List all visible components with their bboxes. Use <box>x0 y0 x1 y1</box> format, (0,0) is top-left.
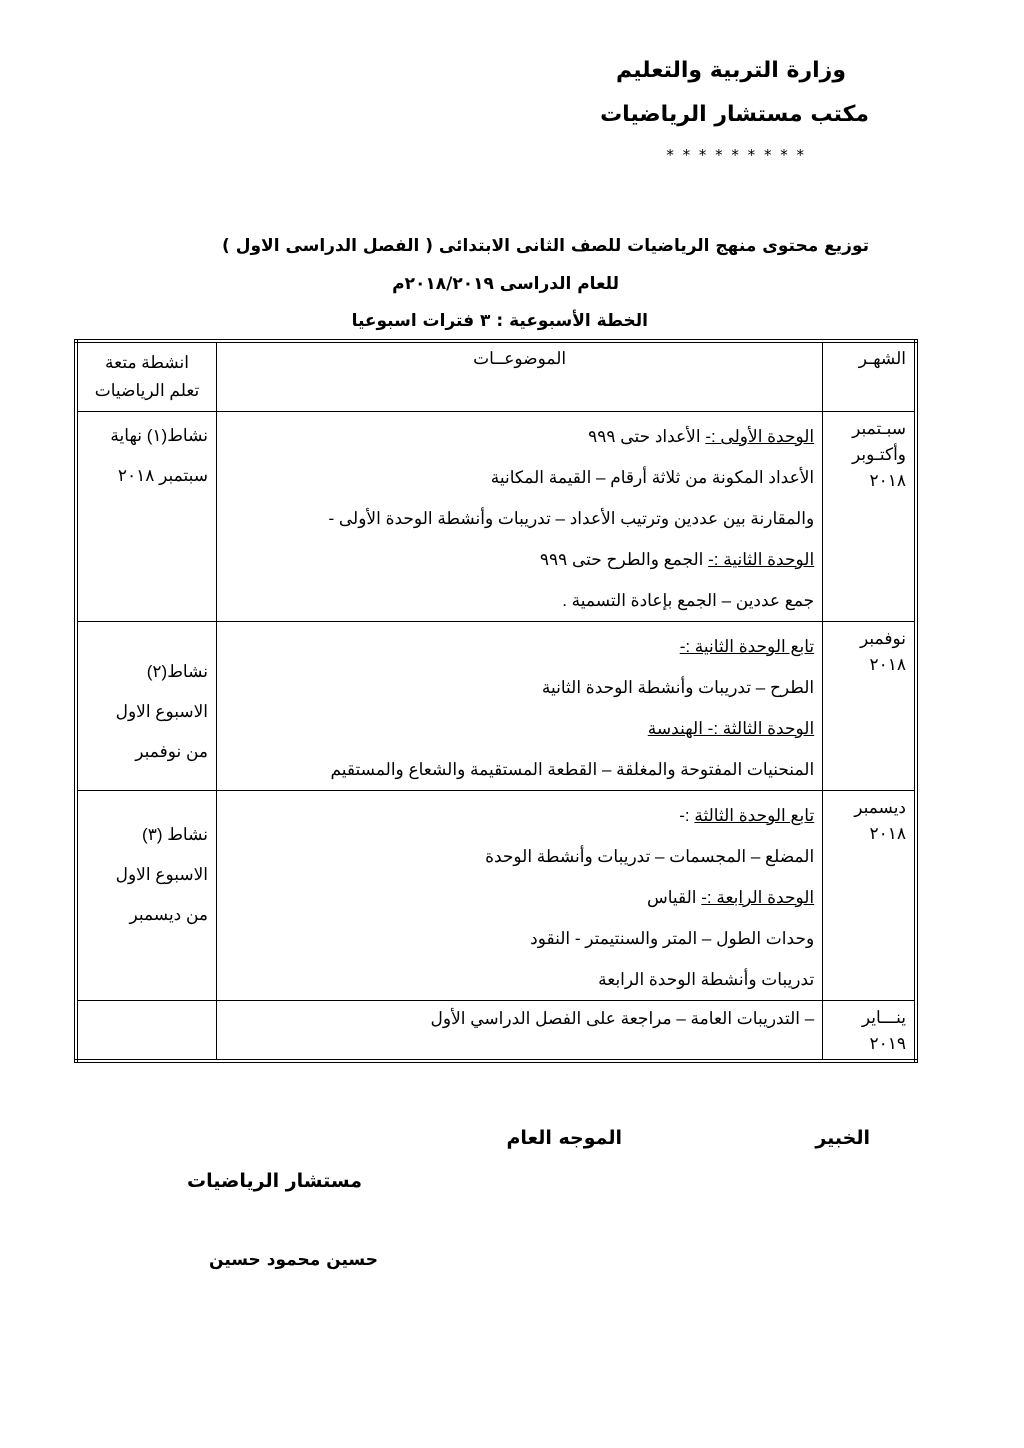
topic-line <box>223 457 814 498</box>
topic-line <box>223 626 814 667</box>
month-cell <box>823 791 916 1001</box>
topic-text: الجمع والطرح حتى ٩٩٩ <box>539 550 709 569</box>
month-label: سبـتمبر <box>852 419 906 438</box>
academic-year: للعام الدراسى ٢٠١٨/٢٠١٩م <box>392 274 619 294</box>
month-year: ٢٠١٨ <box>869 471 906 490</box>
table-row <box>76 1001 916 1061</box>
expert-signature-label: الخبير <box>815 1127 870 1149</box>
topic-text: الطرح – تدريبات وأنشطة الوحدة الثانية <box>541 678 815 697</box>
topic-text: – التدريبات العامة – مراجعة على الفصل الدراسي الأول <box>430 1009 815 1028</box>
unit-heading: الوحدة الثالثة :- الهندسة <box>647 719 815 738</box>
topics-cell <box>217 791 823 1001</box>
unit-heading: تابع الوحدة الثانية :- <box>679 637 815 656</box>
topic-text: القياس <box>646 888 702 907</box>
topic-line <box>223 416 814 457</box>
table-row <box>76 412 916 622</box>
activity-text: الاسبوع الاول <box>115 702 209 721</box>
topic-text: الأعداد حتى ٩٩٩ <box>588 427 706 446</box>
header-activities <box>76 341 217 412</box>
month-label: ينـــاير <box>861 1008 906 1027</box>
month-year: ٢٠١٨ <box>869 824 906 843</box>
activity-text: من ديسمبر <box>129 905 209 924</box>
table-header-row <box>76 341 916 412</box>
topic-line <box>223 539 814 580</box>
topic-line <box>223 667 814 708</box>
header-month: الشهـر <box>823 341 916 412</box>
weekly-plan: الخطة الأسبوعية : ٣ فترات اسبوعيا <box>351 311 648 331</box>
supervisor-signature-label: الموجه العام <box>506 1127 622 1149</box>
topic-line <box>223 918 814 959</box>
header-activities-line2: تعلم الرياضيات <box>94 381 200 400</box>
activity-text: نشاط (٣) <box>142 825 209 844</box>
topic-line <box>223 836 814 877</box>
curriculum-table <box>74 339 918 1063</box>
topic-text: الأعداد المكونة من ثلاثة أرقام – القيمة المكانية <box>490 468 815 487</box>
month-year: ٢٠١٨ <box>869 655 906 674</box>
topics-cell <box>217 412 823 622</box>
topic-line <box>223 877 814 918</box>
header-topics: الموضوعــات <box>217 341 823 412</box>
topic-text: جمع عددين – الجمع بإعادة التسمية . <box>562 591 815 610</box>
advisor-signature-label: مستشار الرياضيات <box>187 1170 362 1192</box>
activity-cell <box>76 791 217 1001</box>
topic-text: المضلع – المجسمات – تدريبات وأنشطة الوحدة <box>485 847 815 866</box>
advisor-name: حسين محمود حسين <box>209 1250 378 1270</box>
topic-line <box>223 1005 814 1033</box>
topic-text: المنحنيات المفتوحة والمغلقة – القطعة المستقيمة والشعاع والمستقيم <box>330 760 815 779</box>
month-year: ٢٠١٩ <box>869 1034 906 1053</box>
activity-cell <box>76 1001 217 1061</box>
month-label: وأكتـوبر <box>851 445 906 464</box>
topics-cell <box>217 1001 823 1061</box>
unit-heading: تابع الوحدة الثالثة <box>694 806 815 825</box>
topic-line <box>223 580 814 621</box>
activity-text: نشاط(٢) <box>146 662 209 681</box>
table-row <box>76 791 916 1001</box>
month-label: نوفمبر <box>860 629 906 648</box>
header-activities-line1: انشطة متعة <box>105 353 189 372</box>
stars-divider: * * * * * * * * * <box>666 146 806 164</box>
topic-line <box>223 498 814 539</box>
unit-heading: الوحدة الأولى :- <box>705 427 815 446</box>
month-cell <box>823 622 916 791</box>
activity-text: سبتمبر ٢٠١٨ <box>117 466 209 485</box>
activity-cell <box>76 622 217 791</box>
month-label: ديسمبر <box>854 798 906 817</box>
unit-heading: الوحدة الثانية :- <box>708 550 815 569</box>
topic-text: والمقارنة بين عددين وترتيب الأعداد – تدريبات وأنشطة الوحدة الأولى - <box>328 509 815 528</box>
month-cell <box>823 1001 916 1061</box>
month-cell <box>823 412 916 622</box>
topic-text: :- <box>679 806 695 825</box>
activity-text: نشاط(١) نهاية <box>110 426 209 445</box>
activity-cell <box>76 412 217 622</box>
topic-text: تدريبات وأنشطة الوحدة الرابعة <box>598 970 815 989</box>
topics-cell <box>217 622 823 791</box>
topic-text: وحدات الطول – المتر والسنتيمتر - النقود <box>530 929 815 948</box>
topic-line <box>223 749 814 790</box>
document-title: توزيع محتوى منهج الرياضيات للصف الثانى الابتدائى ( الفصل الدراسى الاول ) <box>222 236 869 256</box>
office-title: مكتب مستشار الرياضيات <box>600 102 869 127</box>
topic-line <box>223 959 814 1000</box>
topic-line <box>223 795 814 836</box>
table-row <box>76 622 916 791</box>
topic-line <box>223 708 814 749</box>
activity-text: من نوفمبر <box>135 742 209 761</box>
unit-heading: الوحدة الرابعة :- <box>701 888 815 907</box>
activity-text: الاسبوع الاول <box>115 865 209 884</box>
ministry-title: وزارة التربية والتعليم <box>616 58 846 83</box>
